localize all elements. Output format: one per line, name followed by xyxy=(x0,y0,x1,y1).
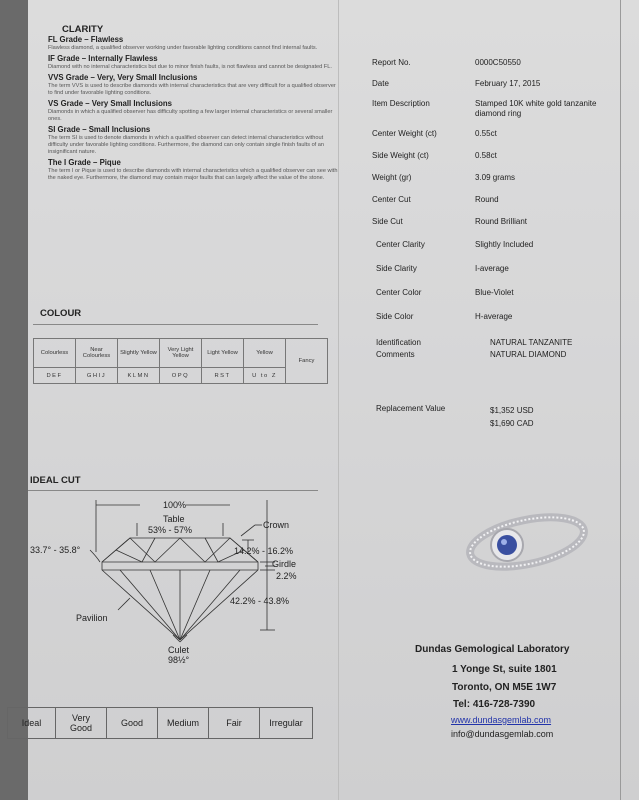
colour-letters: GHIJ xyxy=(76,368,118,384)
colour-scale-table xyxy=(33,338,328,384)
cut-grade-cell: Very Good xyxy=(56,708,107,739)
clarity-grade-desc: Diamond with no internal characteristics but due to minor finish faults, is not flawless and cannot be designated FL. xyxy=(48,64,332,70)
colour-label: Colourless xyxy=(34,339,76,368)
colour-divider xyxy=(33,324,318,325)
ideal-cut-title: IDEAL CUT xyxy=(30,475,81,486)
report-key: Center Color xyxy=(376,288,422,297)
table-range-label: 53% - 57% xyxy=(148,525,193,535)
colour-label: Very Light Yellow xyxy=(160,339,202,368)
report-key: Report No. xyxy=(372,58,411,67)
report-key: Item Description xyxy=(372,99,430,108)
report-value: 0000C50550 xyxy=(475,58,521,67)
cut-grade-cell: Medium xyxy=(158,708,209,739)
clarity-grade-desc: The term VVS is used to describe diamonds with internal characteristics that are very difficult for a qualified observer to find under favorable lighting conditions. xyxy=(48,83,336,96)
report-value: Blue-Violet xyxy=(475,288,514,297)
clarity-title: CLARITY xyxy=(62,24,104,35)
cut-grade-cell: Irregular xyxy=(260,708,313,739)
report-key: Side Weight (ct) xyxy=(372,151,429,160)
width-label: 100% xyxy=(163,500,187,510)
crown-pct-label: 14.2% - 16.2% xyxy=(234,546,294,556)
clarity-grade-desc: Flawless diamond, a qualified observer working under favorable lighting conditions cannot find internal faults. xyxy=(48,45,318,51)
diamond-proportions-diagram xyxy=(30,490,320,670)
pavilion-label: Pavilion xyxy=(76,613,108,623)
colour-title: COLOUR xyxy=(40,308,82,319)
report-key: Replacement Value xyxy=(376,404,446,413)
clarity-section xyxy=(48,26,338,182)
culet-pct-label: 98½° xyxy=(168,655,190,665)
clarity-grade-name: The I Grade – Pique xyxy=(48,158,121,167)
report-value: Stamped 10K white gold tanzanite diamond ring xyxy=(475,99,597,118)
clarity-grade-name: FL Grade – Flawless xyxy=(48,35,124,44)
colour-letters: KLMN xyxy=(118,368,160,384)
colour-label: Light Yellow xyxy=(202,339,244,368)
report-value: H-average xyxy=(475,312,513,321)
girdle-label: Girdle xyxy=(272,559,297,569)
cut-grade-cell: Good xyxy=(107,708,158,739)
report-value: $1,352 USD $1,690 CAD xyxy=(490,406,534,428)
colour-fancy: Fancy xyxy=(286,339,328,384)
lab-address-line1: 1 Yonge St, suite 1801 xyxy=(452,664,557,675)
clarity-grade-name: VS Grade – Very Small Inclusions xyxy=(48,99,172,108)
crown-angle-label: 33.7° - 35.8° xyxy=(30,545,81,555)
culet-label: Culet xyxy=(168,645,190,655)
report-value: 3.09 grams xyxy=(475,173,516,182)
colour-letters: OPQ xyxy=(160,368,202,384)
clarity-grade-desc: The term I or Pique is used to describe diamonds with internal characteristics which a qualified observer can see with the naked eye. Furthermore, the diamond may contain major faults that can largely affect the value of the stone. xyxy=(48,168,338,181)
cut-grade-cell: Fair xyxy=(209,708,260,739)
colour-label: Slightly Yellow xyxy=(118,339,160,368)
page-border xyxy=(620,0,621,800)
colour-letters: U to Z xyxy=(244,368,286,384)
report-key: Center Clarity xyxy=(376,240,425,249)
report-value: 0.55ct xyxy=(475,129,497,138)
lab-name: Dundas Gemological Laboratory xyxy=(415,644,570,655)
report-value: Round Brilliant xyxy=(475,217,528,226)
report-key: Identification Comments xyxy=(376,338,421,359)
clarity-grade-name: VVS Grade – Very, Very Small Inclusions xyxy=(48,73,198,82)
report-value: Slightly Included xyxy=(475,240,534,249)
clarity-grade-name: SI Grade – Small Inclusions xyxy=(48,125,151,134)
report-key: Weight (gr) xyxy=(372,173,412,182)
report-key: Center Cut xyxy=(372,195,411,204)
report-value: February 17, 2015 xyxy=(475,79,541,88)
lab-email[interactable]: info@dundasgemlab.com xyxy=(451,729,554,739)
crown-label: Crown xyxy=(263,520,290,530)
fold-line xyxy=(338,0,339,800)
report-key: Side Cut xyxy=(372,217,403,226)
table-label: Table xyxy=(163,514,185,524)
report-key: Date xyxy=(372,79,389,88)
colour-letters: RST xyxy=(202,368,244,384)
cut-grade-scale xyxy=(7,707,313,739)
report-value: NATURAL TANZANITE NATURAL DIAMOND xyxy=(490,338,573,359)
girdle-pct-label: 2.2% xyxy=(276,571,297,581)
clarity-grade-desc: Diamonds in which a qualified observer has difficulty spotting a few larger internal characteristics or several smaller ones. xyxy=(48,109,333,122)
colour-label: Yellow xyxy=(244,339,286,368)
lab-phone: Tel: 416-728-7390 xyxy=(453,699,536,710)
report-value: Round xyxy=(475,195,499,204)
lab-website-link[interactable]: www.dundasgemlab.com xyxy=(451,715,552,725)
pavilion-pct-label: 42.2% - 43.8% xyxy=(230,596,290,606)
report-key: Side Clarity xyxy=(376,264,417,273)
colour-label: Near Colourless xyxy=(76,339,118,368)
report-key: Center Weight (ct) xyxy=(372,129,437,138)
ring-photo xyxy=(462,500,592,580)
clarity-grade-desc: The term SI is used to denote diamonds in which a qualified observer can detect internal characteristics without difficulty under favorable lighting conditions. Furthermore, the diamond can only contain single finish faults of an insignificant nature. xyxy=(48,135,325,155)
cut-grade-cell: Ideal xyxy=(8,708,56,739)
clarity-grade-name: IF Grade – Internally Flawless xyxy=(48,54,158,63)
lab-address-line2: Toronto, ON M5E 1W7 xyxy=(452,682,557,693)
report-key: Side Color xyxy=(376,312,414,321)
report-value: I-average xyxy=(475,264,509,273)
colour-letters: DEF xyxy=(34,368,76,384)
report-value: 0.58ct xyxy=(475,151,497,160)
